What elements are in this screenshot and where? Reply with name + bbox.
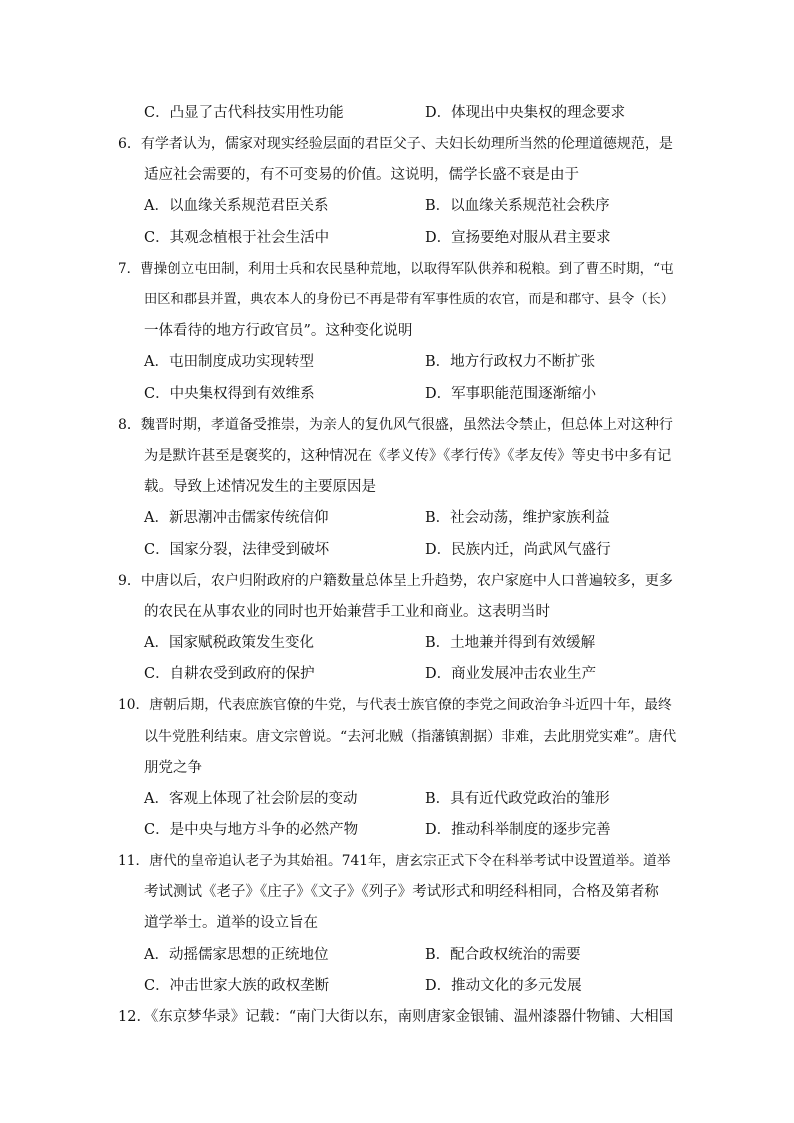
q8-option-a: A．新思潮冲击儒家传统信仰 (144, 510, 329, 526)
q10-option-a: A．客观上体现了社会阶层的变动 (144, 791, 358, 807)
q6-option-c: C．其观念植根于社会生活中 (144, 230, 330, 246)
q9-option-c: C．自耕农受到政府的保护 (144, 666, 315, 682)
q11-option-a: A．动摇儒家思想的正统地位 (144, 947, 329, 963)
q11-stem-line1: 11．唐代的皇帝追认老子为其始祖。741年，唐玄宗正式下令在科举考试中设置道举。道举 (118, 853, 671, 869)
q7-stem-line2: 田区和郡县并置，典农本人的身份已不再是带有军事性质的农官，而是和郡守、县令（长） (144, 292, 675, 307)
q12-stem-line1: 12．《东京梦华录》记载：“南门大街以东，南则唐家金银铺、温州漆器什物铺、大相国 (118, 1009, 674, 1025)
q7-stem-line1: 7．曹操创立屯田制，利用士兵和农民垦种荒地，以取得军队供养和税粮。到了曹丕时期，“屯 (118, 261, 674, 277)
q9-option-d: D．商业发展冲击农业生产 (425, 666, 597, 682)
q9-option-a: A．国家赋税政策发生变化 (144, 635, 314, 651)
q7-option-a: A．屯田制度成功实现转型 (144, 354, 314, 370)
q11-option-c: C．冲击世家大族的政权垄断 (144, 978, 330, 994)
q10-stem-line1: 10．唐朝后期，代表庶族官僚的牛党，与代表士族官僚的李党之间政治争斗近四十年，最终 (118, 697, 672, 713)
q11-stem-line3: 道学举士。道举的设立旨在 (144, 915, 318, 931)
q7-option-c: C．中央集权得到有效维系 (144, 386, 315, 402)
q9-stem-line1: 9．中唐以后，农户归附政府的户籍数量总体呈上升趋势，农户家庭中人口普遍较多，更多 (118, 573, 673, 589)
q10-stem-line2: 以牛党胜利结束。唐文宗曾说。“去河北贼（指藩镇割据）非难，去此朋党实难”。唐代 (144, 729, 677, 745)
q6-option-d: D．宣扬要绝对服从君主要求 (425, 230, 611, 246)
q10-option-d: D．推动科举制度的逐步完善 (425, 822, 611, 838)
q8-stem-line1: 8．魏晋时期，孝道备受推崇，为亲人的复仇风气很盛，虽然法令禁止，但总体上对这种行 (118, 417, 673, 433)
q8-option-d: D．民族内迁，尚武风气盛行 (425, 542, 611, 558)
q7-stem-line3: 一体看待的地方行政官员”。这种变化说明 (144, 323, 413, 339)
q6-stem-line2: 适应社会需要的，有不可变易的价值。这说明，儒学长盛不衰是由于 (144, 167, 579, 183)
q8-option-c: C．国家分裂，法律受到破坏 (144, 542, 330, 558)
q11-option-d: D．推动文化的多元发展 (425, 978, 582, 994)
q6-option-a: A．以血缘关系规范君臣关系 (144, 198, 329, 214)
q9-stem-line2: 的农民在从事农业的同时也开始兼营手工业和商业。这表明当时 (144, 604, 550, 620)
q5-option-c: C．凸显了古代科技实用性功能 (144, 105, 344, 121)
q7-option-b: B．地方行政权力不断扩张 (425, 354, 596, 370)
q7-option-d: D．军事职能范围逐渐缩小 (425, 386, 597, 402)
q10-option-c: C．是中央与地方斗争的必然产物 (144, 822, 359, 838)
q6-stem-line1: 6．有学者认为，儒家对现实经验层面的君臣父子、夫妇长幼理所当然的伦理道德规范，是 (118, 136, 673, 152)
q9-option-b: B．土地兼并得到有效缓解 (425, 635, 596, 651)
q8-option-b: B．社会动荡，维护家族利益 (425, 510, 610, 526)
q6-option-b: B．以血缘关系规范社会秩序 (425, 198, 610, 214)
q8-stem-line2: 为是默许甚至是褒奖的，这种情况在《孝义传》《孝行传》《孝友传》等史书中多有记 (144, 448, 672, 464)
q10-option-b: B．具有近代政党政治的雏形 (425, 791, 610, 807)
q11-stem-line2: 考试测试《老子》《庄子》《文子》《列子》考试形式和明经科相同，合格及第者称 (144, 884, 659, 900)
q5-option-d: D．体现出中央集权的理念要求 (425, 105, 626, 121)
q11-option-b: B．配合政权统治的需要 (425, 947, 581, 963)
q10-stem-line3: 朋党之争 (144, 760, 202, 776)
q8-stem-line3: 载。导致上述情况发生的主要原因是 (144, 479, 376, 495)
